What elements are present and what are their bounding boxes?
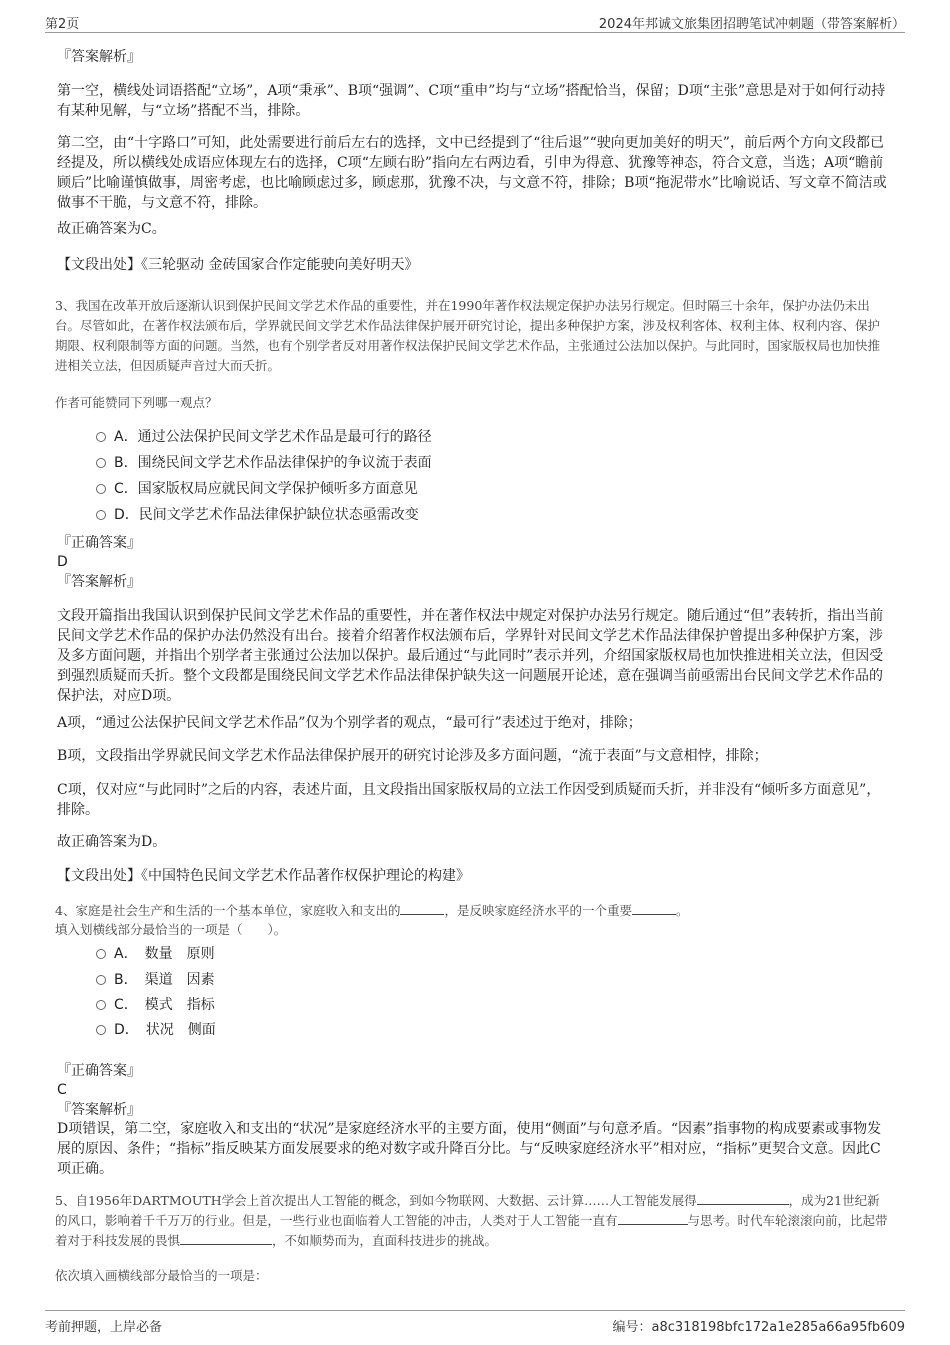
document-code: 编号：a8c318198bfc172a1e285a66a95fb609 [612, 1320, 905, 1335]
radio-icon[interactable] [96, 975, 106, 985]
q4-correct-label: 『正确答案』 [57, 1063, 141, 1079]
q3-analysis-a: A项，“通过公法保护民间文学艺术作品”仅为个别学者的观点，“最可行”表述过于绝对，排除； [57, 715, 642, 731]
q4-stem-part: 。 [675, 903, 689, 918]
blank-line [180, 1232, 272, 1245]
q4-analysis: D项错误，第二空，家庭收入和支出的“状况”是家庭经济水平的主要方面，使用“侧面”与句意矛盾。“因素”指事物的构成要素或事物发展的原因、条件；“指标”指反映某方面发展要求的绝对数字或升降百分比。与“反映家庭经济水平”相对应，“指标”更契合文意。因此C项正确。 [57, 1121, 882, 1177]
q4-correct-answer: C [57, 1082, 67, 1098]
q3-option-a[interactable]: A．通过公法保护民间文学艺术作品是最可行的路径 [96, 427, 432, 447]
option-letter: A [114, 429, 124, 445]
q3-correct-label: 『正确答案』 [57, 535, 141, 551]
option-letter: D [114, 1022, 125, 1038]
radio-icon[interactable] [96, 1025, 106, 1035]
q5-stem-part: 与思考。时代车轮滚滚向前，比起带着对于科技发展的畏惧 [55, 1213, 888, 1248]
radio-icon[interactable] [96, 432, 106, 442]
blank-line [400, 902, 444, 915]
q5-stem-part: 5、自1956年DARTMOUTH学会上首次提出人工智能的概念，到如今物联网、大数据、云计算……人工智能发展得 [55, 1193, 697, 1208]
q3-option-c[interactable]: C．国家版权局应就民间文学保护倾听多方面意见 [96, 479, 418, 499]
radio-icon[interactable] [96, 1000, 106, 1010]
q3-correct-answer: D [57, 554, 68, 570]
q4-stem-part: 4、家庭是社会生产和生活的一个基本单位，家庭收入和支出的 [55, 903, 401, 918]
option-letter: C [114, 997, 124, 1013]
page-footer [45, 1310, 905, 1335]
option-letter: B [114, 455, 124, 471]
q3-analysis-b: B项，文段指出学界就民间文学艺术作品法律保护展开的研究讨论涉及多方面问题，“流于表面”与文意相悖，排除； [57, 748, 768, 764]
q5-stem [55, 1191, 891, 1251]
blank-line [618, 1212, 688, 1225]
footer-slogan: 考前押题，上岸必备 [45, 1320, 163, 1335]
option-text: 通过公法保护民间文学艺术作品是最可行的路径 [137, 429, 432, 445]
q5-stem-part: ，成为21世纪新的风口，影响着千千万万的行业。但是，一些行业也面临着人工智能的冲击，人类对于人工智能一直有 [55, 1193, 880, 1228]
option-text: 数量 原则 [144, 946, 215, 962]
option-letter: C [114, 481, 124, 497]
option-letter: D [114, 507, 125, 523]
q3-analysis-p1: 文段开篇指出我国认识到保护民间文学艺术作品的重要性，并在著作权法中规定对保护办法另行规定。随后通过“但”表转折，指出当前民间文学艺术作品的保护办法仍然没有出台。接着介绍著作权法颁布后，学界针对民间文学艺术作品法律保护曾提出多种保护方案，涉及多方面问题，并指出个别学者主张通过公法加以保护。最后通过“与此同时”表示并列，介绍国家版权局也加快推进相关立法，但因受到强烈质疑而夭折。整个文段都是围绕民间文学艺术作品法律保护缺失这一问题展开论述，意在强调当前亟需出台民间文学艺术作品的保护法，对应D项。 [57, 608, 884, 704]
q4-stem [55, 901, 891, 921]
option-text: 渠道 因素 [144, 972, 215, 988]
q4-analysis-label: 『答案解析』 [57, 1102, 141, 1118]
q3-question: 作者可能赞同下列哪一观点？ [55, 395, 218, 410]
q4-stem-part: ，是反映家庭经济水平的一个重要 [444, 903, 632, 918]
q2-analysis-p2: 第二空，由“十字路口”可知，此处需要进行前后左右的选择，文中已经提到了“往后退”“驶向更加美好的明天”，前后两个方向文段都已经提及，所以横线处成语应体现左右的选择，C项“左顾右盼”指向左右两边看，引申为得意、犹豫等神态，符合文意，当选；A项“瞻前顾后”比喻谨慎做事，周密考虑，也比喻顾虑过多，顾虑那，犹豫不决，与文意不符，排除；B项“拖泥带水”比喻说话、写文章不简洁或做事不干脆，与文意不符，排除。 [57, 135, 887, 211]
q2-analysis-label: 『答案解析』 [57, 49, 141, 65]
q3-option-d[interactable]: D．民间文学艺术作品法律保护缺位状态亟需改变 [96, 505, 419, 525]
option-text: 民间文学艺术作品法律保护缺位状态亟需改变 [138, 507, 419, 523]
q4-option-c[interactable]: C． 模式 指标 [96, 995, 215, 1015]
q4-option-a[interactable]: A． 数量 原则 [96, 944, 215, 964]
radio-icon[interactable] [96, 949, 106, 959]
document-title: 2024年邦诚文旅集团招聘笔试冲刺题（带答案解析） [598, 17, 905, 32]
blank-line [632, 902, 676, 915]
option-text: 围绕民间文学艺术作品法律保护的争议流于表面 [137, 455, 432, 471]
q4-option-d[interactable]: D． 状况 侧面 [96, 1020, 216, 1040]
q5-question: 依次填入画横线部分最恰当的一项是： [55, 1268, 268, 1283]
radio-icon[interactable] [96, 510, 106, 520]
radio-icon[interactable] [96, 484, 106, 494]
page-number: 第2页 [45, 17, 80, 32]
q4-option-b[interactable]: B． 渠道 因素 [96, 970, 215, 990]
q3-conclusion: 故正确答案为D。 [57, 834, 167, 850]
option-text: 模式 指标 [144, 997, 215, 1013]
option-text: 国家版权局应就民间文学保护倾听多方面意见 [137, 481, 418, 497]
q5-stem-part: ，不如顺势而为，直面科技进步的挑战。 [272, 1233, 498, 1248]
q2-source: 【文段出处】《三轮驱动 金砖国家合作定能驶向美好明天》 [57, 257, 419, 273]
option-letter: A [114, 946, 124, 962]
q3-stem: 3、我国在改革开放后逐渐认识到保护民间文学艺术作品的重要性，并在1990年著作权法规定保护办法另行规定。但时隔三十余年，保护办法仍未出台。尽管如此，在著作权法颁布后，学界就民间文学艺术作品法律保护展开研究讨论，提出多种保护方案，涉及权利客体、权利主体、权利内容、保护期限、权利限制等方面的问题。当然，也有个别学者反对用著作权法保护民间文学艺术作品，主张通过公法加以保护。与此同时，国家版权局也加快推进相关立法，但因质疑声音过大而夭折。 [55, 298, 881, 373]
q3-analysis-label: 『答案解析』 [57, 574, 141, 590]
page-header [45, 10, 905, 33]
q3-source: 【文段出处】《中国特色民间文学艺术作品著作权保护理论的构建》 [57, 868, 470, 884]
option-letter: B [114, 972, 124, 988]
blank-line [697, 1192, 789, 1205]
q3-analysis-c: C项，仅对应“与此同时”之后的内容，表述片面，且文段指出国家版权局的立法工作因受到质疑而夭折，并非没有“倾听多方面意见”，排除。 [57, 782, 881, 818]
option-text: 状况 侧面 [145, 1022, 216, 1038]
q4-instruction: 填入划横线部分最恰当的一项是（ ）。 [55, 922, 287, 937]
q3-option-b[interactable]: B．围绕民间文学艺术作品法律保护的争议流于表面 [96, 453, 432, 473]
q2-conclusion: 故正确答案为C。 [57, 221, 166, 237]
radio-icon[interactable] [96, 458, 106, 468]
q2-analysis-p1: 第一空，横线处词语搭配“立场”，A项“秉承”、B项“强调”、C项“重申”均与“立场”搭配恰当，保留；D项“主张”意思是对于如何行动持有某种见解，与“立场”搭配不当，排除。 [57, 83, 886, 119]
